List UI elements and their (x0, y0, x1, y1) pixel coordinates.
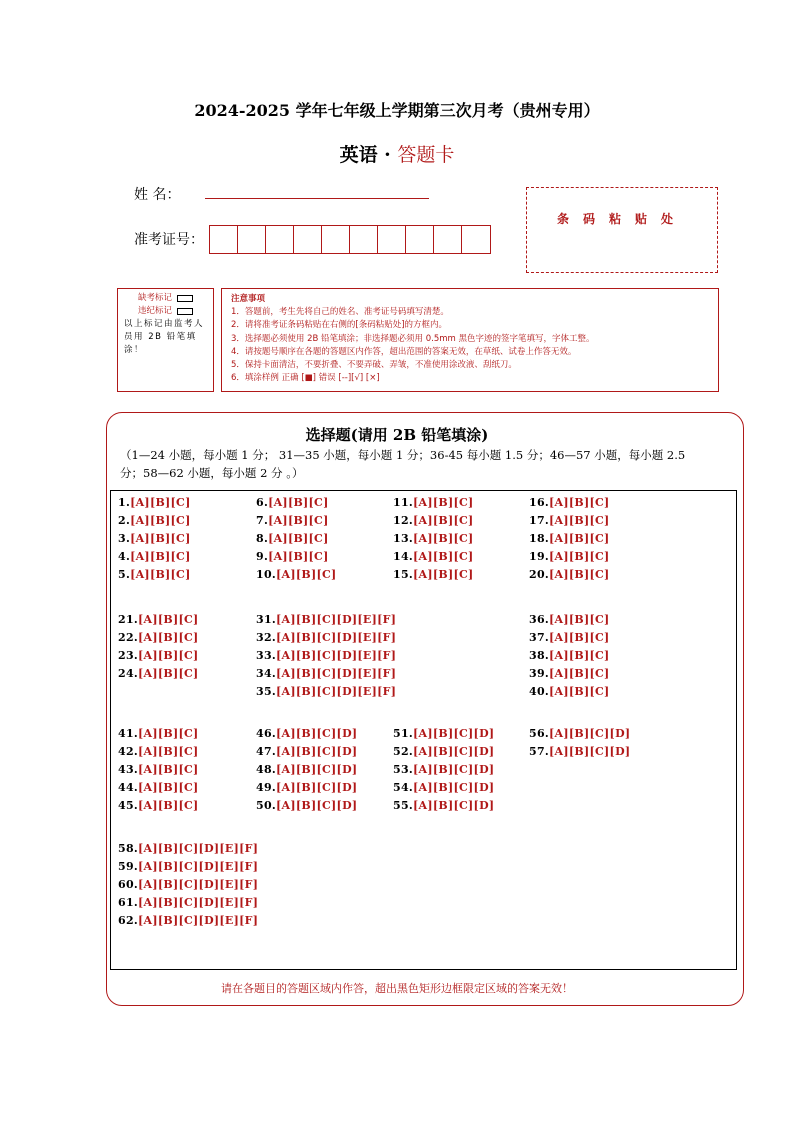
page-subtitle (0, 140, 794, 167)
question-row[interactable] (529, 496, 610, 509)
question-number: 50. (256, 799, 277, 812)
question-number: 32. (256, 631, 277, 644)
question-number: 62. (118, 914, 139, 927)
question-row[interactable] (118, 745, 199, 758)
answer-options[interactable]: [A][B][C] (413, 550, 474, 563)
answer-options[interactable]: [A][B][C] (549, 532, 610, 545)
mark-note: 以上标记由监考人员用 2B 铅笔填涂！ (124, 319, 205, 355)
answer-options[interactable]: [A][B][C] (130, 496, 191, 509)
question-number: 52. (393, 745, 414, 758)
answer-options[interactable]: [A][B][C] (549, 514, 610, 527)
question-number: 24. (118, 667, 139, 680)
question-row[interactable] (529, 685, 610, 698)
question-row[interactable] (118, 532, 191, 545)
footer-warning: 请在各题目的答题区域内作答，超出黑色矩形边框限定区域的答案无效！ (221, 982, 573, 995)
question-number: 57. (529, 745, 550, 758)
answer-options[interactable]: [A][B][C][D][E][F] (276, 667, 397, 680)
answer-options[interactable]: [A][B][C] (138, 799, 199, 812)
question-row[interactable] (529, 667, 610, 680)
question-number: 14. (393, 550, 414, 563)
answer-options[interactable]: [A][B][C][D][E][F] (276, 685, 397, 698)
question-number: 11. (393, 496, 414, 509)
answer-options[interactable]: [A][B][C] (549, 613, 610, 626)
question-row[interactable] (118, 613, 199, 626)
answer-options[interactable]: [A][B][C][D] (413, 745, 495, 758)
barcode-label: 条码粘贴处 (556, 212, 687, 226)
question-number: 55. (393, 799, 414, 812)
answer-options[interactable]: [A][B][C] (268, 496, 329, 509)
answer-options[interactable]: [A][B][C][D] (276, 763, 358, 776)
question-number: 5. (118, 568, 131, 581)
notes-box (221, 288, 719, 392)
question-row[interactable] (256, 496, 329, 509)
question-row[interactable] (529, 727, 630, 740)
question-row[interactable] (529, 631, 610, 644)
question-row[interactable] (256, 799, 357, 812)
question-number: 13. (393, 532, 414, 545)
id-digit-box[interactable] (238, 226, 266, 253)
answer-options[interactable]: [A][B][C] (268, 550, 329, 563)
question-number: 39. (529, 667, 550, 680)
answer-options[interactable]: [A][B][C] (549, 550, 610, 563)
answer-options[interactable]: [A][B][C] (130, 568, 191, 581)
question-row[interactable] (256, 781, 357, 794)
question-row[interactable] (118, 896, 258, 909)
question-row[interactable] (256, 763, 357, 776)
question-number: 9. (256, 550, 269, 563)
answer-options[interactable]: [A][B][C][D] (413, 763, 495, 776)
answer-options[interactable]: [A][B][C] (138, 613, 199, 626)
question-number: 2. (118, 514, 131, 527)
answer-options[interactable]: [A][B][C] (549, 496, 610, 509)
section-description: （1—24 小题，每小题 1 分； 31—35 小题，每小题 1 分；36-45 每小题 1.5 分；46—57 小题，每小题 2.5 分；58—62 小题，每小题 2 分 。） (120, 448, 686, 480)
question-number: 35. (256, 685, 277, 698)
answer-options[interactable]: [A][B][C][D] (276, 781, 358, 794)
answer-options[interactable]: [A][B][C] (549, 667, 610, 680)
question-row[interactable] (256, 631, 396, 644)
question-number: 49. (256, 781, 277, 794)
question-number: 58. (118, 842, 139, 855)
answer-options[interactable]: [A][B][C] (268, 514, 329, 527)
id-digit-box[interactable] (462, 226, 490, 253)
question-row[interactable] (118, 727, 199, 740)
answer-options[interactable]: [A][B][C] (130, 532, 191, 545)
question-row[interactable] (118, 496, 191, 509)
note-item: 1．答题前，考生先将自己的姓名、准考证号码填写清楚。 (231, 307, 449, 318)
question-number: 16. (529, 496, 550, 509)
question-row[interactable] (529, 514, 610, 527)
note-item: 6．填涂样例 正确 [■] 错误 [--][√] [×] (231, 373, 380, 384)
absent-mark-checkbox[interactable] (177, 295, 193, 302)
answer-options[interactable]: [A][B][C] (138, 727, 199, 740)
answer-options[interactable]: [A][B][C][D][E][F] (138, 878, 259, 891)
question-number: 36. (529, 613, 550, 626)
answer-options[interactable]: [A][B][C] (549, 649, 610, 662)
name-label: 姓 名： (134, 187, 181, 203)
answer-options[interactable]: [A][B][C] (413, 514, 474, 527)
question-row[interactable] (256, 667, 396, 680)
question-number: 8. (256, 532, 269, 545)
question-number: 43. (118, 763, 139, 776)
answer-options[interactable]: [A][B][C] (413, 496, 474, 509)
question-row[interactable] (118, 860, 258, 873)
violation-mark-checkbox[interactable] (177, 308, 193, 315)
answer-options[interactable]: [A][B][C] (413, 532, 474, 545)
question-row[interactable] (256, 727, 357, 740)
question-number: 40. (529, 685, 550, 698)
question-row[interactable] (529, 550, 610, 563)
question-row[interactable] (393, 568, 474, 581)
page-title: 2024-2025 学年七年级上学期第三次月考（贵州专用） (194, 101, 600, 120)
question-row[interactable] (256, 649, 396, 662)
answer-options[interactable]: [A][B][C] (549, 568, 610, 581)
id-number-boxes[interactable] (209, 225, 491, 254)
question-number: 3. (118, 532, 131, 545)
question-row[interactable] (118, 514, 191, 527)
question-row[interactable] (118, 667, 199, 680)
answer-options[interactable]: [A][B][C][D] (276, 745, 358, 758)
answer-options[interactable]: [A][B][C] (138, 667, 199, 680)
question-number: 54. (393, 781, 414, 794)
question-number: 42. (118, 745, 139, 758)
question-row[interactable] (118, 550, 191, 563)
question-row[interactable] (118, 842, 258, 855)
note-item: 5．保持卡面清洁，不要折叠、不要弄破、弄皱，不准使用涂改液、刮纸刀。 (231, 360, 517, 371)
question-number: 47. (256, 745, 277, 758)
answer-options[interactable]: [A][B][C] (138, 631, 199, 644)
answer-options[interactable]: [A][B][C] (268, 532, 329, 545)
question-number: 31. (256, 613, 277, 626)
question-row[interactable] (256, 685, 396, 698)
question-row[interactable] (256, 745, 357, 758)
question-row[interactable] (118, 878, 258, 891)
question-row[interactable] (393, 745, 494, 758)
question-row[interactable] (118, 763, 199, 776)
answer-options[interactable]: [A][B][C][D][E][F] (138, 842, 259, 855)
question-row[interactable] (393, 496, 474, 509)
question-number: 48. (256, 763, 277, 776)
id-digit-box[interactable] (406, 226, 434, 253)
question-number: 21. (118, 613, 139, 626)
barcode-area (526, 187, 718, 273)
question-number: 1. (118, 496, 131, 509)
question-number: 60. (118, 878, 139, 891)
absent-mark-label: 缺考标记 (137, 293, 172, 303)
note-item: 3．选择题必须使用 2B 铅笔填涂；非选择题必须用 0.5mm 黑色字迹的签字笔填写，字体工整。 (231, 333, 595, 344)
question-number: 46. (256, 727, 277, 740)
question-row[interactable] (529, 568, 610, 581)
question-number: 6. (256, 496, 269, 509)
question-number: 4. (118, 550, 131, 563)
question-row[interactable] (529, 532, 610, 545)
question-row[interactable] (118, 914, 258, 927)
answer-options[interactable]: [A][B][C][D][E][F] (276, 631, 397, 644)
question-row[interactable] (118, 799, 199, 812)
question-row[interactable] (118, 649, 199, 662)
answer-options[interactable]: [A][B][C] (138, 781, 199, 794)
answer-options[interactable]: [A][B][C] (130, 514, 191, 527)
answer-options[interactable]: [A][B][C][D][E][F] (138, 860, 259, 873)
question-number: 7. (256, 514, 269, 527)
id-digit-box[interactable] (434, 226, 462, 253)
question-number: 56. (529, 727, 550, 740)
answer-options[interactable]: [A][B][C][D] (413, 727, 495, 740)
id-digit-box[interactable] (210, 226, 238, 253)
question-number: 15. (393, 568, 414, 581)
question-row[interactable] (256, 532, 329, 545)
question-row[interactable] (393, 514, 474, 527)
question-number: 51. (393, 727, 414, 740)
name-field[interactable] (205, 198, 429, 199)
section-title: 选择题(请用 2B 铅笔填涂) (305, 426, 489, 444)
violation-mark-label: 违纪标记 (137, 306, 172, 316)
question-number: 23. (118, 649, 139, 662)
question-number: 33. (256, 649, 277, 662)
answer-options[interactable]: [A][B][C][D] (276, 799, 358, 812)
question-row[interactable] (256, 613, 396, 626)
id-digit-box[interactable] (266, 226, 294, 253)
question-row[interactable] (393, 799, 494, 812)
answer-options[interactable]: [A][B][C] (549, 685, 610, 698)
question-number: 20. (529, 568, 550, 581)
question-row[interactable] (529, 745, 630, 758)
question-row[interactable] (118, 631, 199, 644)
notes-list (231, 306, 709, 385)
question-number: 45. (118, 799, 139, 812)
answer-options[interactable]: [A][B][C][D] (413, 799, 495, 812)
answer-options[interactable]: [A][B][C] (130, 550, 191, 563)
answer-options[interactable]: [A][B][C][D][E][F] (276, 613, 397, 626)
question-row[interactable] (118, 568, 191, 581)
id-digit-box[interactable] (378, 226, 406, 253)
question-row[interactable] (393, 781, 494, 794)
question-row[interactable] (393, 550, 474, 563)
id-label: 准考证号： (134, 232, 204, 248)
id-digit-box[interactable] (350, 226, 378, 253)
question-number: 41. (118, 727, 139, 740)
mark-box (117, 288, 214, 392)
question-number: 59. (118, 860, 139, 873)
question-number: 10. (256, 568, 277, 581)
question-row[interactable] (118, 781, 199, 794)
question-row[interactable] (393, 763, 494, 776)
question-row[interactable] (256, 514, 329, 527)
question-number: 12. (393, 514, 414, 527)
question-number: 19. (529, 550, 550, 563)
id-digit-box[interactable] (322, 226, 350, 253)
question-number: 34. (256, 667, 277, 680)
question-number: 17. (529, 514, 550, 527)
question-row[interactable] (393, 532, 474, 545)
answer-options[interactable]: [A][B][C] (549, 631, 610, 644)
answer-options[interactable]: [A][B][C][D] (413, 781, 495, 794)
question-number: 44. (118, 781, 139, 794)
answer-options[interactable]: [A][B][C][D][E][F] (138, 896, 259, 909)
subtitle-accent: 答题卡 (397, 144, 455, 166)
answer-options[interactable]: [A][B][C] (413, 568, 474, 581)
subtitle-main: 英语 · (339, 144, 398, 166)
question-number: 18. (529, 532, 550, 545)
question-row[interactable] (256, 550, 329, 563)
question-row[interactable] (393, 727, 494, 740)
question-number: 38. (529, 649, 550, 662)
id-digit-box[interactable] (294, 226, 322, 253)
note-item: 4．请按题号顺序在各题的答题区内作答，超出范围的答案无效，在草纸、试卷上作答无效。 (231, 346, 577, 357)
question-number: 53. (393, 763, 414, 776)
notes-title: 注意事项 (231, 294, 266, 304)
answer-options[interactable]: [A][B][C][D] (549, 727, 631, 740)
answer-options[interactable]: [A][B][C] (276, 568, 337, 581)
question-number: 61. (118, 896, 139, 909)
violation-mark-row (124, 305, 207, 318)
answer-options[interactable]: [A][B][C] (138, 745, 199, 758)
absent-mark-row (124, 292, 207, 305)
question-number: 22. (118, 631, 139, 644)
answer-options[interactable]: [A][B][C] (138, 763, 199, 776)
answer-options[interactable]: [A][B][C][D] (549, 745, 631, 758)
answer-options[interactable]: [A][B][C][D] (276, 727, 358, 740)
answer-options[interactable]: [A][B][C] (138, 649, 199, 662)
question-number: 37. (529, 631, 550, 644)
answer-options[interactable]: [A][B][C][D][E][F] (138, 914, 259, 927)
question-row[interactable] (529, 613, 610, 626)
question-row[interactable] (529, 649, 610, 662)
note-item: 2．请将准考证条码粘贴在右侧的[条码粘贴处]的方框内。 (231, 320, 448, 331)
question-row[interactable] (256, 568, 337, 581)
answer-options[interactable]: [A][B][C][D][E][F] (276, 649, 397, 662)
